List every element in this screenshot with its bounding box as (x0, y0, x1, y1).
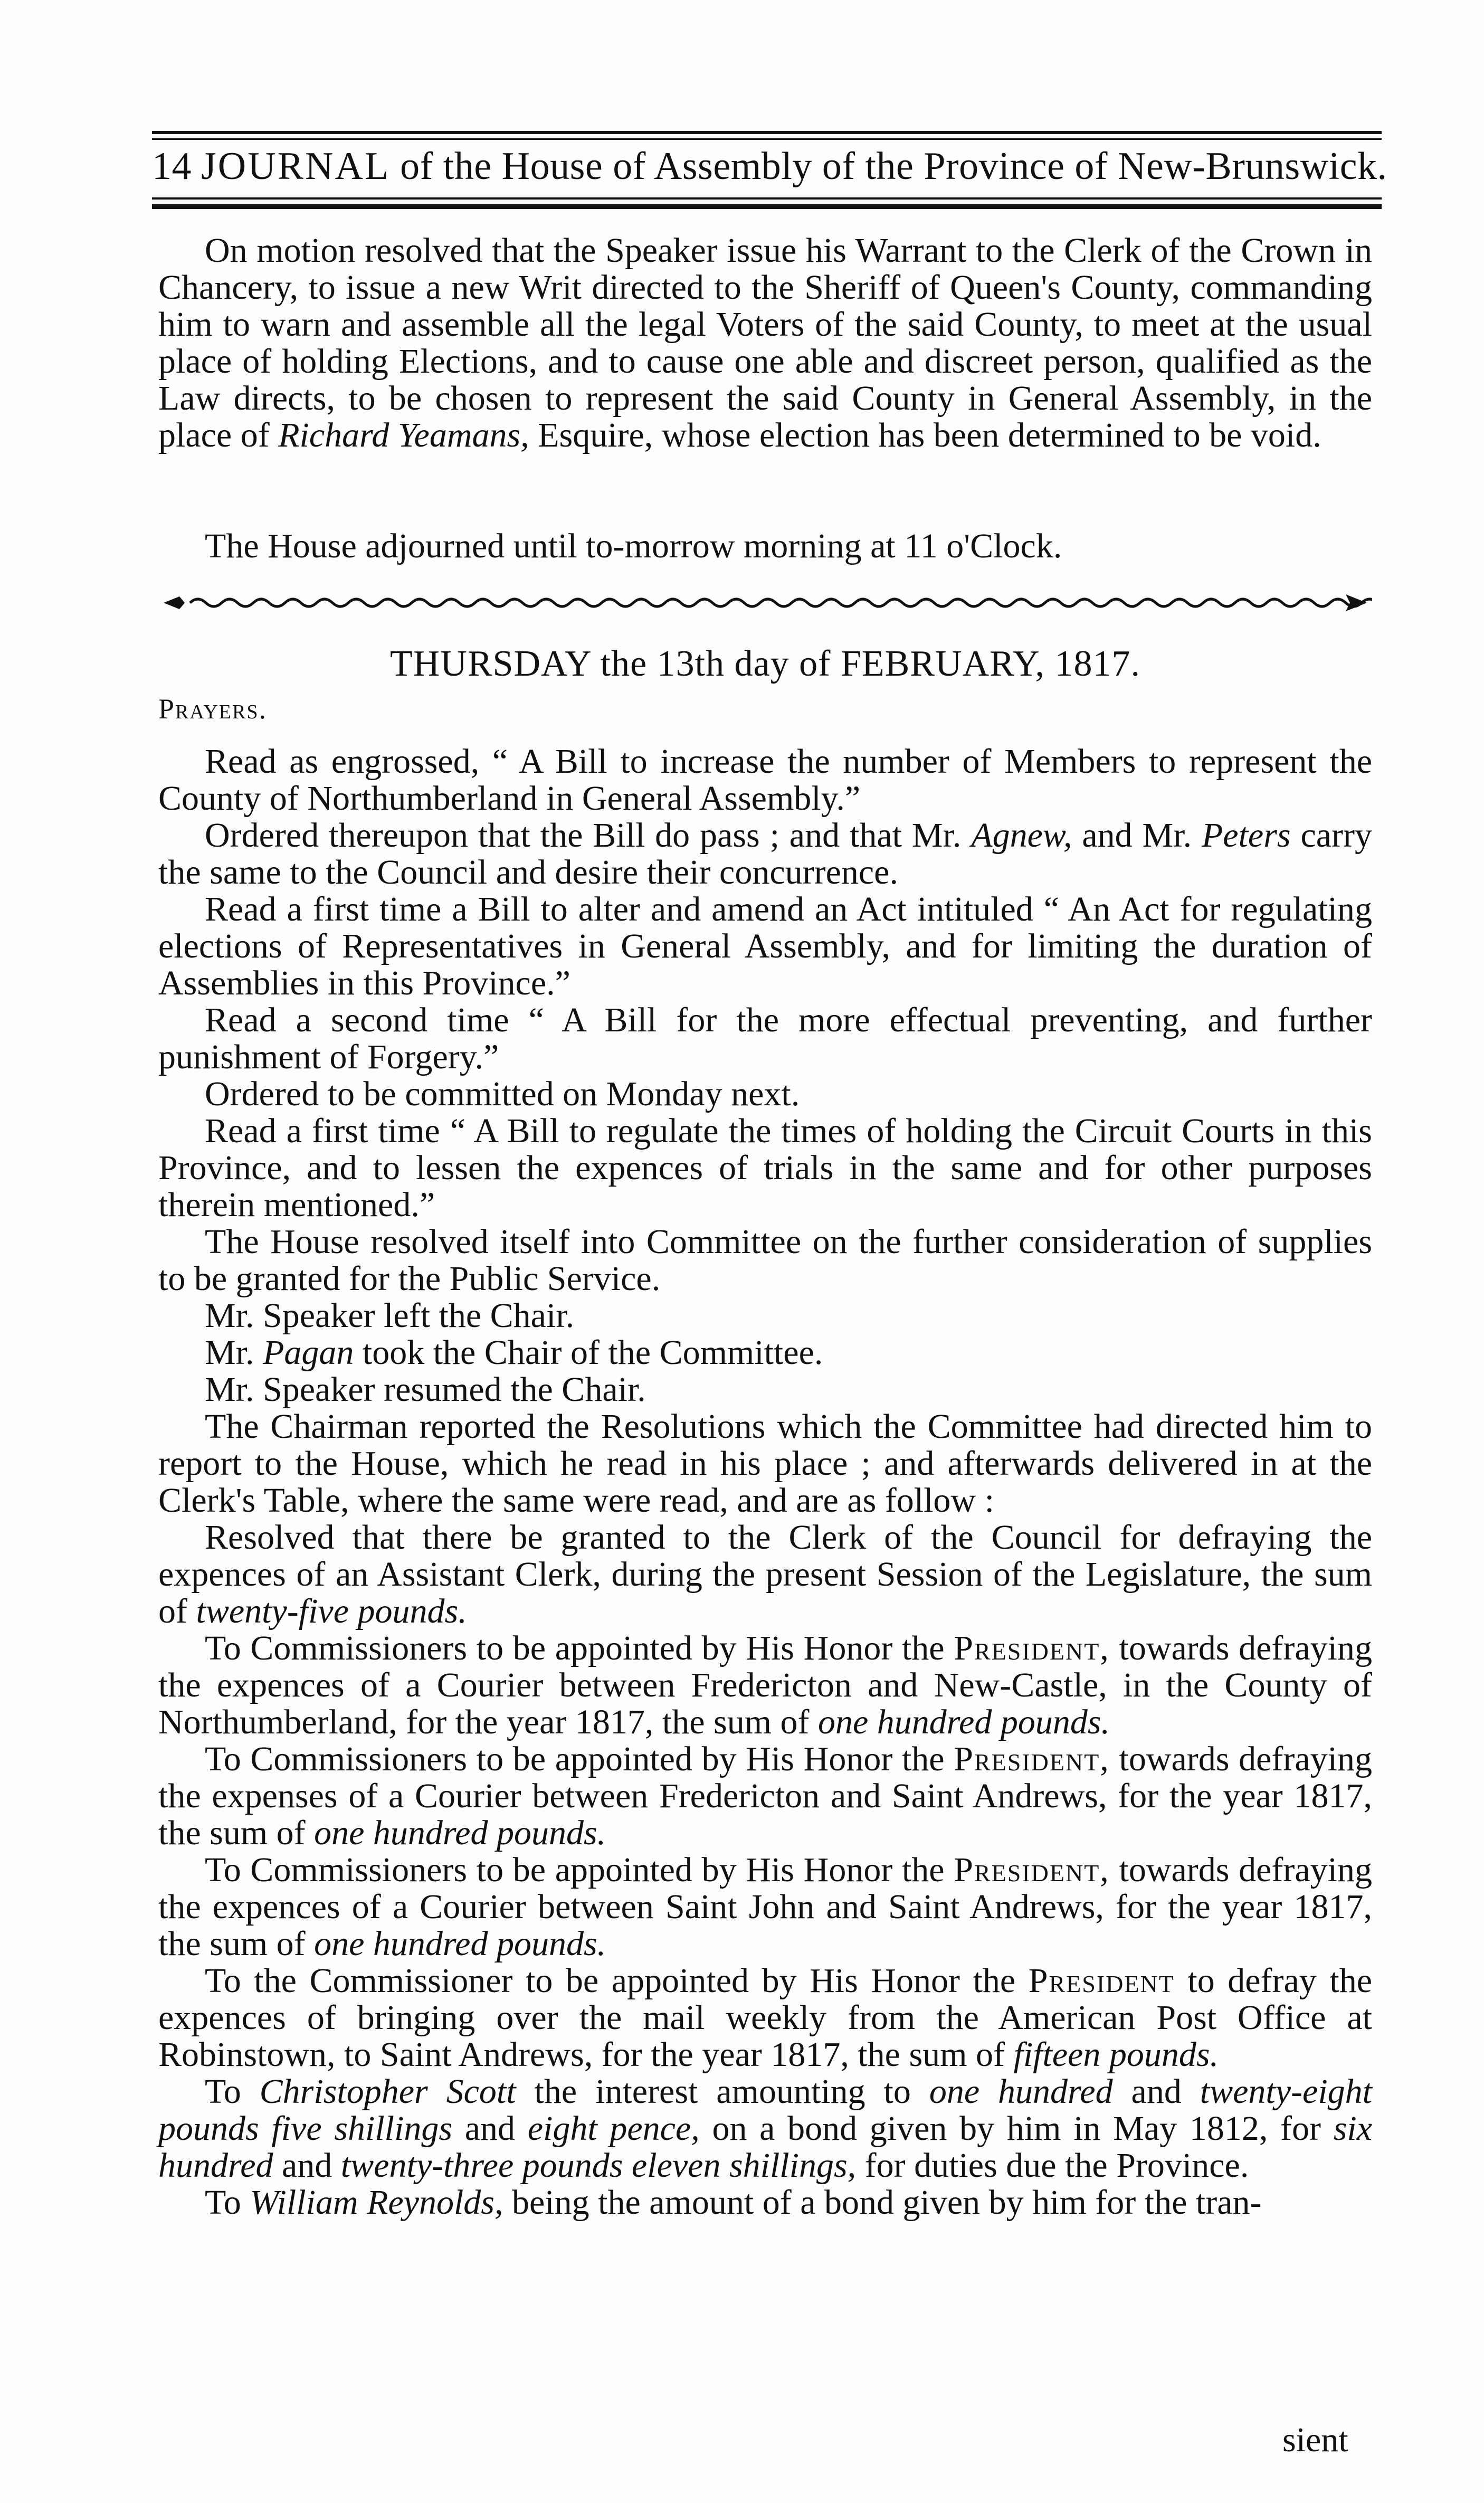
entry-chairman-reported: The Chairman reported the Resolutions which the Committee had directed him to report to the House, which he read in his place ; and afterwards delivered in at the Clerk's Table, where the same were read, and are as follow : (158, 1407, 1372, 1520)
sum-amount: one hundred pounds. (314, 1814, 606, 1852)
header-journal-word: JOURNAL (201, 145, 391, 188)
adjournment-paragraph: The House adjourned until to-morrow morning at 11 o'Clock. (205, 527, 1062, 565)
sum-amount: one hundred pounds. (818, 1703, 1110, 1741)
member-name: Peters (1201, 816, 1291, 855)
day-heading: THURSDAY the 13th day of FEBRUARY, 1817. (390, 643, 1140, 684)
sum-amount: one hundred pounds. (314, 1924, 606, 1963)
resolution-courier-saint-andrews: To Commissioners to be appointed by His Honor the President, towards defraying the expenses of a Courier between Fredericton and Saint Andrews, for the year 1817, the sum of one hundred pounds. (158, 1740, 1372, 1852)
entry-forgery-bill: Read a second time “ A Bill for the more effectual preventing, and further punishment of Forgery.” (158, 1001, 1372, 1076)
header-rule-top (152, 131, 1382, 134)
member-name: Pagan (263, 1333, 354, 1372)
resolution-william-reynolds: To William Reynolds, being the amount of a bond given by him for the tran- (205, 2183, 1262, 2222)
header-title: of the House of Assembly of the Province of New-Brunswick. (400, 145, 1387, 188)
opening-paragraphs (158, 232, 1372, 454)
sum-amount: fifteen pounds. (1013, 2035, 1219, 2074)
adjournment-block (158, 528, 1372, 565)
proceedings (158, 743, 1372, 2221)
divider-wave (190, 599, 1372, 606)
resolution-courier-saint-john: To Commissioners to be appointed by His Honor the President, towards defraying the expences of a Courier between Saint John and Saint Andrews, for the year 1817, the sum of one hundred pounds. (158, 1851, 1372, 1963)
entry-engrossed-bill: Read as engrossed, “ A Bill to increase the number of Members to represent the County of Northumberland in General Assembly.” (158, 742, 1372, 818)
catchword: sient (1282, 2421, 1348, 2459)
member-name: William Reynolds, (250, 2183, 503, 2222)
member-name: Christopher Scott (259, 2072, 516, 2111)
prayers-label: Prayers. (158, 693, 267, 725)
entry-bill-pass: Ordered thereupon that the Bill do pass ; and that Mr. Agnew, and Mr. Peters carry the same to the Council and desire their concurrence. (158, 816, 1372, 892)
resolution-assistant-clerk: Resolved that there be granted to the Clerk of the Council for defraying the expences of an Assistant Clerk, during the present Session of the Legislature, the sum of twenty-five pounds. (158, 1518, 1372, 1630)
entry-speaker-left: Mr. Speaker left the Chair. (205, 1296, 575, 1335)
entry-committed: Ordered to be committed on Monday next. (205, 1075, 800, 1113)
page-number: 14 (152, 145, 192, 188)
entry-elections-bill: Read a first time a Bill to alter and amend an Act intituled “ An Act for regulating elections of Representatives in General Assembly, and for limiting the duration of Assemblies in this Province.” (158, 890, 1372, 1002)
header-rule-bottom-thin (152, 197, 1382, 200)
resolution-courier-newcastle: To Commissioners to be appointed by His Honor the President, towards defraying the expences of a Courier between Fredericton and New-Castle, in the County of Northumberland, for the year 1817, the sum of one hundred pounds. (158, 1629, 1372, 1741)
member-name: Agnew, (971, 816, 1072, 855)
divider-left-cap (164, 596, 185, 609)
member-name: Richard Yeamans, (278, 416, 529, 454)
entry-speaker-resumed: Mr. Speaker resumed the Chair. (205, 1370, 646, 1409)
header-rule-bottom-thick (152, 204, 1382, 209)
resolution-christopher-scott: To Christopher Scott the interest amounting to one hundred and twenty-eight pounds five shillings and eight pence, on a bond given by him in May 1812, for six hundred and twenty-three pounds eleven shillings, for duties due the Province. (158, 2072, 1373, 2185)
entry-circuit-courts-bill: Read a first time “ A Bill to regulate the times of holding the Circuit Courts in this Province, and to lessen the expences of trials in the same and for other purposes therein mentioned.” (158, 1112, 1372, 1224)
warrant-paragraph: On motion resolved that the Speaker issue his Warrant to the Clerk of the Crown in Chancery, to issue a new Writ directed to the Sheriff of Queen's County, commanding him to warn and assemble all the legal Voters of the said County, to meet at the usual place of holding Elections, and to cause one able and discreet person, qualified as the Law directs, to be chosen to represent the said County in General Assembly, in the place of Richard Yeamans, Esquire, whose election has been determined to be void. (158, 231, 1372, 454)
ornamental-divider (158, 587, 1372, 619)
divider-right-cap (1346, 594, 1367, 611)
running-header (152, 137, 1387, 195)
sum-amount: twenty-five pounds. (196, 1592, 467, 1630)
entry-pagan-chair: Mr. Pagan took the Chair of the Committee. (205, 1333, 823, 1372)
resolution-mail-robinstown: To the Commissioner to be appointed by His Honor the President to defray the expences of bringing over the mail weekly from the American Post Office at Robinstown, to Saint Andrews, for the year 1817, the sum of fifteen pounds. (158, 1961, 1372, 2074)
entry-committee-supplies: The House resolved itself into Committee on the further consideration of supplies to be granted for the Public Service. (158, 1222, 1372, 1298)
